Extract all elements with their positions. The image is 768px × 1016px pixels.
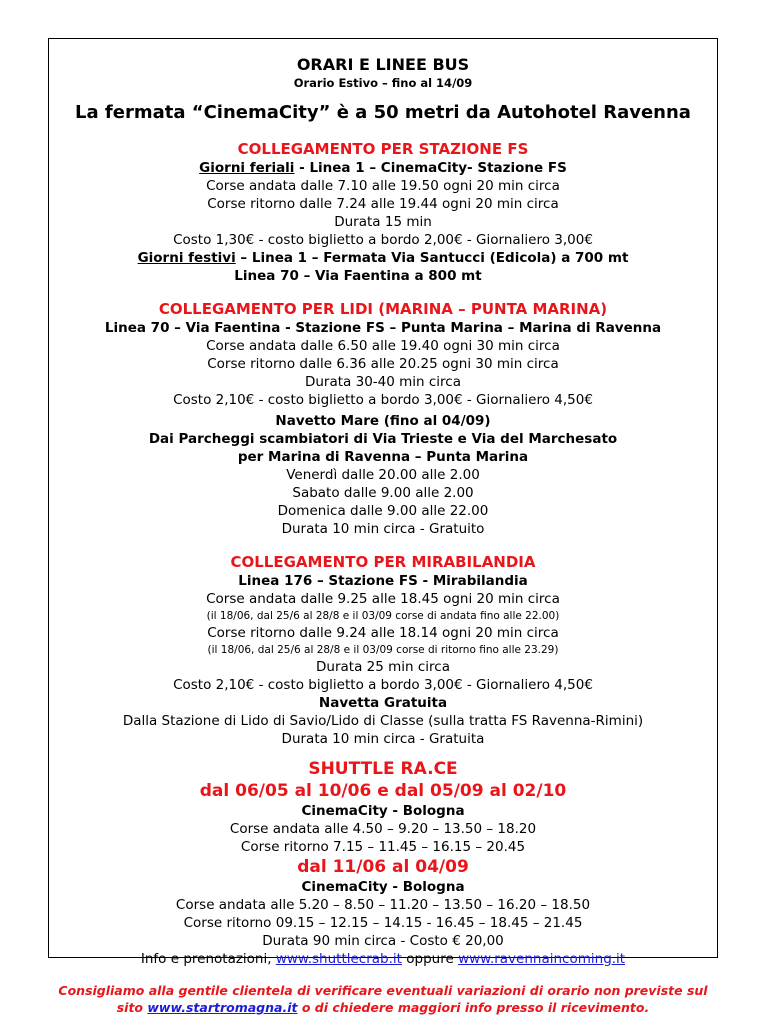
shuttle-durata: Durata 90 min circa - Costo € 20,00 (262, 933, 504, 949)
navetta-desc: Dalla Stazione di Lido di Savio/Lido di Classe (sulla tratta FS Ravenna-Rimini) (122, 713, 644, 729)
stazione-line-0: Corse andata dalle 7.10 alle 19.50 ogni 20 min circa (206, 178, 560, 194)
footer-line-2 (48, 999, 718, 1016)
shuttle-andata-2: Corse andata alle 5.20 – 8.50 – 11.20 – 13.50 – 16.20 – 18.50 (175, 897, 591, 913)
stazione-line-2: Durata 15 min (334, 214, 432, 230)
lidi-line-2: Durata 30-40 min circa (304, 374, 462, 390)
mirabilandia-andata-note: (il 18/06, dal 25/6 al 28/8 e il 03/09 corse di andata fino alle 22.00) (206, 610, 560, 622)
mirabilandia-heading: COLLEGAMENTO PER MIRABILANDIA (230, 553, 536, 571)
shuttle-route-2: CinemaCity - Bologna (301, 879, 465, 895)
shuttle-ritorno-1: Corse ritorno 7.15 – 11.45 – 16.15 – 20.45 (240, 839, 526, 855)
section-lidi (48, 299, 718, 538)
shuttle-ritorno-2: Corse ritorno 09.15 – 12.15 – 14.15 - 16.45 – 18.45 – 21.45 (183, 915, 583, 931)
shuttle-info (48, 950, 718, 968)
info-mid: oppure (401, 951, 459, 967)
lidi-line-1: Corse ritorno dalle 6.36 alle 20.25 ogni 30 min circa (207, 356, 559, 372)
mirabilandia-ritorno-note: (il 18/06, dal 25/6 al 28/8 e il 03/09 corse di ritorno fino alle 23.29) (207, 644, 559, 656)
shuttle-heading: SHUTTLE RA.CE (308, 759, 458, 779)
page-title: ORARI E LINEE BUS (296, 55, 470, 74)
navetto-schedule-1: Sabato dalle 9.00 alle 2.00 (292, 485, 474, 501)
navetto-schedule-0: Venerdì dalle 20.00 alle 2.00 (286, 467, 480, 483)
section-stazione (48, 139, 718, 285)
section-shuttle (48, 758, 718, 968)
footer-suffix: o di chiedere maggiori info presso il ricevimento. (297, 1000, 650, 1015)
footer-line-1: Consigliamo alla gentile clientela di verificare eventuali variazioni di orario non previste sul (58, 983, 708, 998)
page-subtitle: Orario Estivo – fino al 14/09 (293, 76, 473, 90)
navetto-schedule-2: Domenica dalle 9.00 alle 22.00 (277, 503, 489, 519)
navetto-line-1: Dai Parcheggi scambiatori di Via Trieste e Via del Marchesato (148, 431, 618, 447)
mirabilandia-route: Linea 176 – Stazione FS - Mirabilandia (238, 573, 528, 589)
footer-note (48, 982, 718, 1016)
stazione-festivi (48, 249, 718, 267)
shuttle-period-2: dal 11/06 al 04/09 (297, 857, 469, 877)
festivi-route: – Linea 1 – Fermata Via Santucci (Edicola) a 700 mt (235, 250, 629, 266)
ravennaincoming-link[interactable]: www.ravennaincoming.it (458, 951, 626, 967)
bus-schedule-document (48, 48, 718, 1016)
shuttle-andata-1: Corse andata alle 4.50 – 9.20 – 13.50 – 18.20 (229, 821, 537, 837)
shuttlecrab-link[interactable]: www.shuttlecrab.it (275, 951, 402, 967)
lidi-line-0: Corse andata dalle 6.50 alle 19.40 ogni 30 min circa (206, 338, 560, 354)
mirabilandia-durata: Durata 25 min circa (316, 659, 450, 675)
info-prefix: Info e prenotazioni, (140, 951, 276, 967)
feriali-label: Giorni feriali (199, 160, 295, 176)
lidi-heading: COLLEGAMENTO PER LIDI (MARINA – PUNTA MARINA) (158, 300, 608, 318)
lidi-route: Linea 70 – Via Faentina - Stazione FS – Punta Marina – Marina di Ravenna (104, 320, 662, 336)
navetta-title: Navetta Gratuita (318, 695, 448, 711)
shuttle-route-1: CinemaCity - Bologna (301, 803, 465, 819)
startromagna-link[interactable]: www.startromagna.it (147, 1000, 298, 1015)
stazione-heading: COLLEGAMENTO PER STAZIONE FS (237, 140, 529, 158)
festivi-label: Giorni festivi (137, 250, 236, 266)
feriali-route: - Linea 1 – CinemaCity- Stazione FS (294, 160, 567, 176)
navetto-line-2: per Marina di Ravenna – Punta Marina (237, 449, 529, 465)
stazione-line-3: Costo 1,30€ - costo biglietto a bordo 2,00€ - Giornaliero 3,00€ (173, 232, 593, 248)
stazione-line-1: Corse ritorno dalle 7.24 alle 19.44 ogni 20 min circa (207, 196, 559, 212)
mirabilandia-costo: Costo 2,10€ - costo biglietto a bordo 3,00€ - Giornaliero 4,50€ (173, 677, 593, 693)
shuttle-period-1: dal 06/05 al 10/06 e dal 05/09 al 02/10 (199, 781, 567, 801)
stazione-linea70: Linea 70 – Via Faentina a 800 mt (234, 268, 482, 284)
mirabilandia-andata: Corse andata dalle 9.25 alle 18.45 ogni 20 min circa (206, 591, 560, 607)
navetto-schedule-3: Durata 10 min circa - Gratuito (281, 521, 485, 537)
navetta-durata: Durata 10 min circa - Gratuita (281, 731, 485, 747)
footer-prefix: sito (116, 1000, 148, 1015)
navetto-title: Navetto Mare (fino al 04/09) (275, 413, 491, 429)
stazione-feriali (48, 159, 718, 177)
section-mirabilandia (48, 552, 718, 748)
mirabilandia-ritorno: Corse ritorno dalle 9.24 alle 18.14 ogni 20 min circa (207, 625, 559, 641)
headline: La fermata “CinemaCity” è a 50 metri da Autohotel Ravenna (75, 102, 691, 123)
lidi-line-3: Costo 2,10€ - costo biglietto a bordo 3,00€ - Giornaliero 4,50€ (173, 392, 593, 408)
